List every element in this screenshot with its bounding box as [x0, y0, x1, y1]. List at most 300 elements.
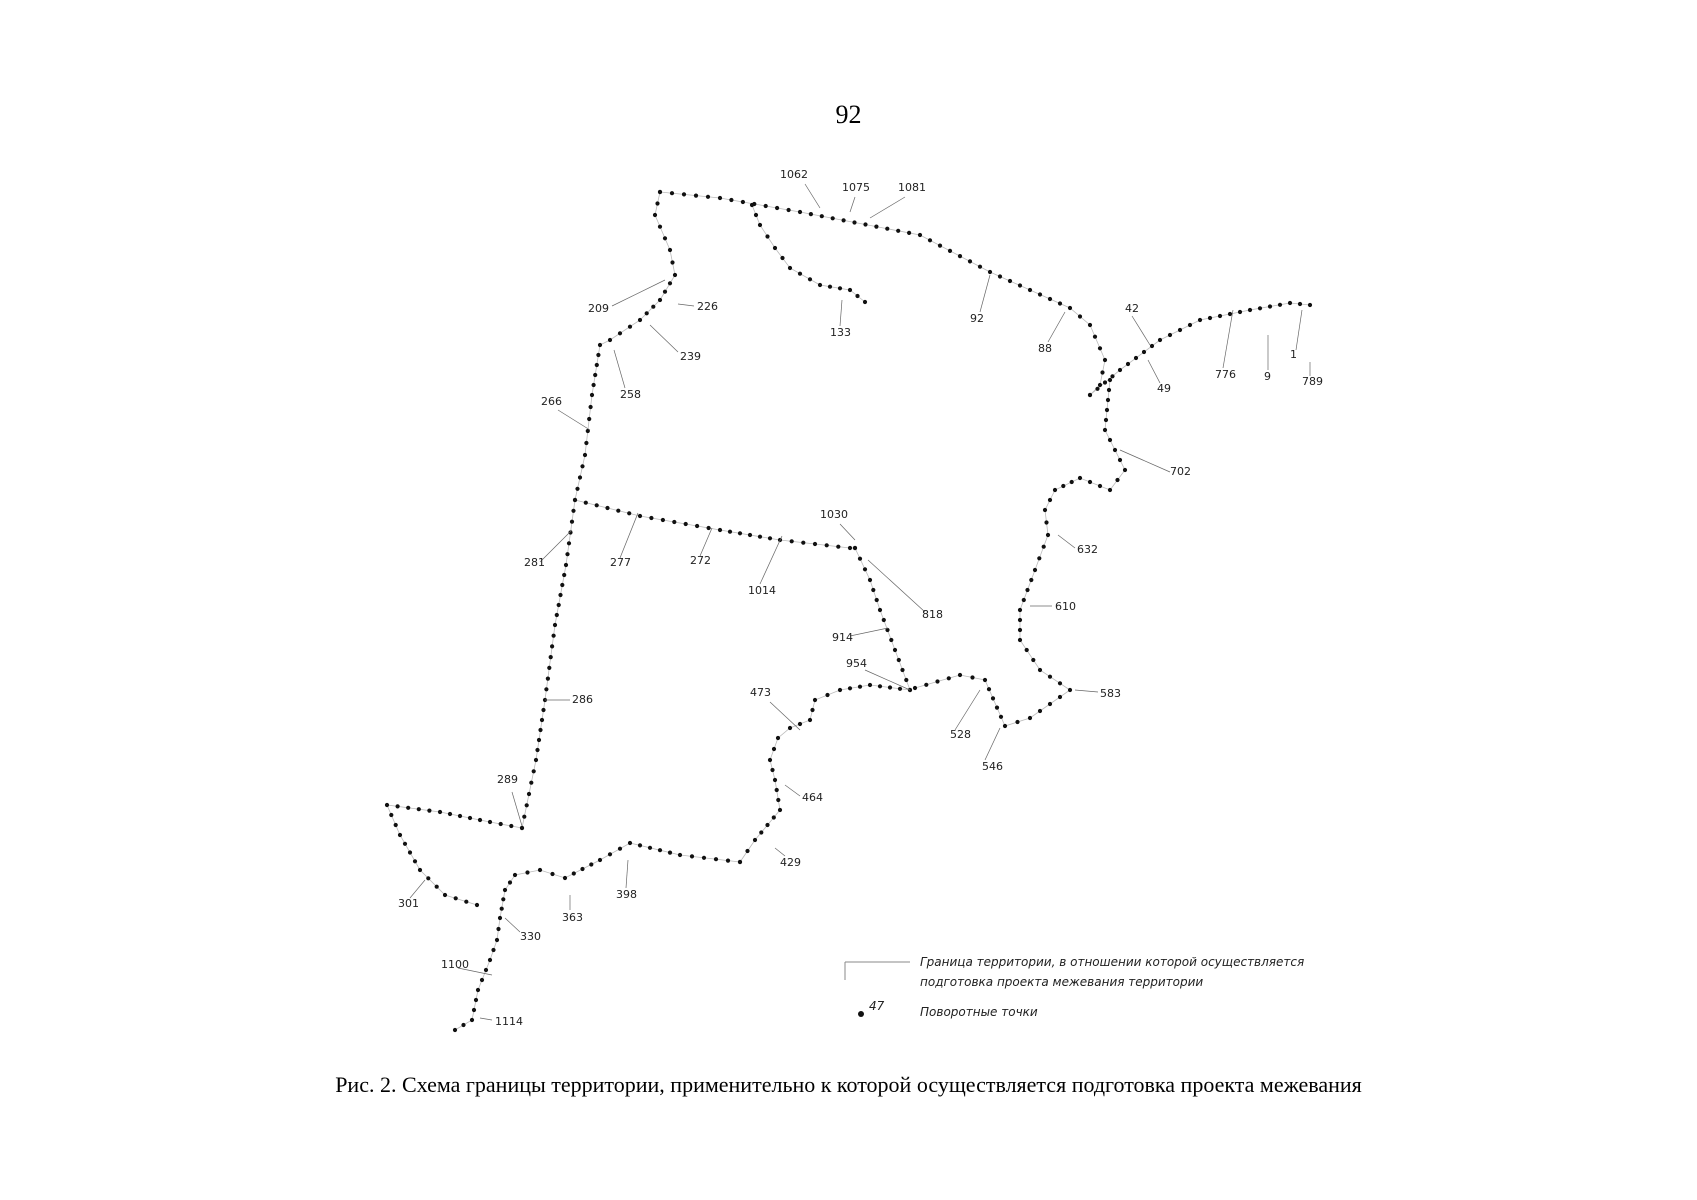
turning-point: [532, 769, 536, 773]
turning-point: [831, 216, 835, 220]
turning-point: [394, 823, 398, 827]
turning-point: [1188, 323, 1192, 327]
turning-point: [1118, 368, 1122, 372]
point-label-239: 239: [680, 350, 701, 363]
turning-point: [778, 808, 782, 812]
turning-point: [938, 244, 942, 248]
turning-point: [580, 867, 584, 871]
turning-point: [1003, 724, 1007, 728]
leader-line: [850, 628, 888, 636]
turning-point: [522, 815, 526, 819]
turning-point: [491, 948, 495, 952]
turning-point: [1048, 675, 1052, 679]
turning-point: [758, 535, 762, 539]
point-label-286: 286: [572, 693, 593, 706]
turning-point: [589, 405, 593, 409]
turning-point: [988, 270, 992, 274]
point-label-49: 49: [1157, 382, 1171, 395]
turning-point: [1033, 568, 1037, 572]
turning-point: [748, 533, 752, 537]
turning-point: [738, 860, 742, 864]
leader-line: [700, 528, 712, 556]
turning-point: [461, 1023, 465, 1027]
point-label-281: 281: [524, 556, 545, 569]
turning-point: [858, 685, 862, 689]
boundary-segment: [455, 843, 740, 1030]
turning-point: [557, 603, 561, 607]
turning-point: [1025, 588, 1029, 592]
turning-point: [1058, 681, 1062, 685]
turning-point: [718, 196, 722, 200]
turning-point: [1278, 303, 1282, 307]
turning-point: [443, 893, 447, 897]
leader-line: [775, 848, 785, 856]
turning-point: [608, 338, 612, 342]
legend: [845, 955, 1304, 1019]
turning-point: [593, 373, 597, 377]
leader-line: [785, 785, 800, 796]
turning-point: [897, 658, 901, 662]
turning-point: [396, 804, 400, 808]
turning-point: [1142, 350, 1146, 354]
legend-turning-points-text: Поворотные точки: [920, 1005, 1038, 1019]
turning-point: [544, 687, 548, 691]
point-label-398: 398: [616, 888, 637, 901]
turning-point: [661, 518, 665, 522]
turning-point: [918, 233, 922, 237]
turning-point: [1103, 380, 1107, 384]
turning-point: [1113, 448, 1117, 452]
boundary-segment: [387, 805, 522, 905]
turning-point: [768, 758, 772, 762]
turning-point: [503, 888, 507, 892]
turning-point: [1308, 303, 1312, 307]
turning-point: [608, 852, 612, 856]
turning-point: [808, 718, 812, 722]
turning-point: [995, 706, 999, 710]
turning-point: [695, 524, 699, 528]
point-label-1062: 1062: [780, 168, 808, 181]
turning-point: [848, 686, 852, 690]
turning-point: [707, 526, 711, 530]
point-label-226: 226: [697, 300, 718, 313]
turning-point: [509, 824, 513, 828]
turning-point: [1103, 428, 1107, 432]
leader-line: [840, 300, 842, 326]
point-label-1114: 1114: [495, 1015, 523, 1028]
leader-line: [626, 860, 628, 888]
turning-point: [1168, 333, 1172, 337]
turning-point: [764, 204, 768, 208]
turning-point: [1103, 358, 1107, 362]
turning-point: [584, 501, 588, 505]
turning-point: [1107, 388, 1111, 392]
turning-point: [476, 988, 480, 992]
turning-point: [575, 487, 579, 491]
leader-line: [868, 560, 925, 612]
turning-point: [991, 696, 995, 700]
turning-point: [418, 868, 422, 872]
boundary-lines: [387, 192, 1310, 1030]
turning-point: [1088, 323, 1092, 327]
turning-point: [820, 214, 824, 218]
turning-point: [768, 536, 772, 540]
turning-point: [1043, 508, 1047, 512]
turning-point: [999, 715, 1003, 719]
label-leader-lines: [410, 184, 1310, 1020]
turning-point: [871, 588, 875, 592]
point-label-266: 266: [541, 395, 562, 408]
leader-line: [760, 536, 782, 584]
point-label-42: 42: [1125, 302, 1139, 315]
leader-line: [512, 792, 522, 826]
turning-point: [571, 509, 575, 513]
turning-point: [663, 236, 667, 240]
turning-point: [882, 618, 886, 622]
turning-point: [1068, 306, 1072, 310]
turning-point: [470, 1018, 474, 1022]
turning-point: [1198, 318, 1202, 322]
turning-point: [813, 698, 817, 702]
turning-point: [1048, 297, 1052, 301]
turning-point: [464, 900, 468, 904]
turning-point: [448, 812, 452, 816]
turning-point: [670, 260, 674, 264]
turning-point: [527, 792, 531, 796]
turning-point: [759, 830, 763, 834]
turning-point: [1018, 618, 1022, 622]
turning-point: [888, 685, 892, 689]
turning-point: [1178, 328, 1182, 332]
boundary-segment: [752, 205, 865, 302]
point-label-1030: 1030: [820, 508, 848, 521]
turning-point: [563, 876, 567, 880]
turning-point: [878, 608, 882, 612]
turning-point: [541, 708, 545, 712]
turning-point: [547, 666, 551, 670]
turning-point: [508, 880, 512, 884]
turning-point: [714, 857, 718, 861]
turning-point: [1058, 301, 1062, 305]
turning-point: [928, 238, 932, 242]
turning-point: [1110, 374, 1114, 378]
turning-point: [584, 441, 588, 445]
point-label-272: 272: [690, 554, 711, 567]
legend-boundary-text-1: Граница территории, в отношении которой осуществляется: [920, 955, 1305, 969]
turning-point: [525, 870, 529, 874]
point-label-464: 464: [802, 791, 823, 804]
turning-point: [1288, 301, 1292, 305]
turning-point: [1053, 488, 1057, 492]
turning-point: [798, 210, 802, 214]
turning-point: [1098, 484, 1102, 488]
turning-point: [537, 738, 541, 742]
boundary-segment: [575, 500, 855, 548]
point-label-277: 277: [610, 556, 631, 569]
turning-point: [1042, 545, 1046, 549]
point-label-209: 209: [588, 302, 609, 315]
turning-point: [398, 833, 402, 837]
turning-point: [853, 546, 857, 550]
turning-point: [474, 998, 478, 1002]
turning-point: [618, 847, 622, 851]
turning-point: [838, 286, 842, 290]
turning-point: [628, 325, 632, 329]
turning-point: [1158, 338, 1162, 342]
turning-point: [589, 862, 593, 866]
turning-point: [535, 748, 539, 752]
turning-point: [1088, 480, 1092, 484]
turning-point: [673, 273, 677, 277]
turning-point: [810, 708, 814, 712]
turning-point: [553, 623, 557, 627]
turning-point: [558, 593, 562, 597]
turning-point: [668, 281, 672, 285]
turning-point: [889, 638, 893, 642]
turning-point: [1068, 688, 1072, 692]
turning-point: [520, 826, 524, 830]
point-label-1014: 1014: [748, 584, 776, 597]
turning-point: [385, 803, 389, 807]
turning-point: [947, 676, 951, 680]
turning-point: [770, 768, 774, 772]
turning-point: [567, 541, 571, 545]
turning-point: [1104, 418, 1108, 422]
turning-point: [848, 288, 852, 292]
legend-point-number: 47: [869, 999, 885, 1013]
turning-point: [658, 225, 662, 229]
turning-point: [408, 850, 412, 854]
turning-point: [893, 648, 897, 652]
turning-point: [875, 598, 879, 602]
turning-point: [788, 266, 792, 270]
turning-point: [655, 201, 659, 205]
turning-point: [540, 718, 544, 722]
turning-point: [1028, 716, 1032, 720]
point-label-583: 583: [1100, 687, 1121, 700]
turning-point: [1018, 283, 1022, 287]
turning-point: [858, 557, 862, 561]
leader-line: [840, 524, 855, 540]
turning-point: [618, 331, 622, 335]
turning-point: [863, 567, 867, 571]
point-label-1: 1: [1290, 348, 1297, 361]
turning-point: [801, 541, 805, 545]
turning-point: [513, 873, 517, 877]
turning-point: [1150, 344, 1154, 348]
turning-point: [924, 683, 928, 687]
turning-point: [598, 858, 602, 862]
leader-line: [620, 513, 638, 558]
point-label-133: 133: [830, 326, 851, 339]
turning-point: [825, 693, 829, 697]
turning-point: [1098, 383, 1102, 387]
point-label-818: 818: [922, 608, 943, 621]
turning-point: [534, 758, 538, 762]
leader-line: [1075, 690, 1098, 692]
point-label-789: 789: [1302, 375, 1323, 388]
turning-point: [1118, 458, 1122, 462]
turning-point: [868, 578, 872, 582]
turning-point: [738, 531, 742, 535]
turning-point: [852, 220, 856, 224]
turning-point: [1022, 598, 1026, 602]
turning-point: [753, 838, 757, 842]
turning-point: [426, 876, 430, 880]
point-label-258: 258: [620, 388, 641, 401]
turning-point: [1029, 578, 1033, 582]
turning-point: [690, 854, 694, 858]
point-label-9: 9: [1264, 370, 1271, 383]
legend-boundary-text-2: подготовка проекта межевания территории: [920, 975, 1204, 989]
point-label-1075: 1075: [842, 181, 870, 194]
turning-point: [718, 528, 722, 532]
turning-point: [754, 213, 758, 217]
turning-point: [550, 872, 554, 876]
turning-point: [907, 231, 911, 235]
turning-point: [628, 841, 632, 845]
turning-point: [1268, 304, 1272, 308]
turning-point: [538, 868, 542, 872]
turning-point: [1218, 314, 1222, 318]
turning-point: [549, 655, 553, 659]
legend-turning-point-icon: [858, 1011, 864, 1017]
turning-point: [480, 978, 484, 982]
turning-point: [1078, 314, 1082, 318]
turning-point: [863, 222, 867, 226]
turning-point: [1208, 316, 1212, 320]
turning-point: [1088, 393, 1092, 397]
point-label-914: 914: [832, 631, 853, 644]
turning-point: [706, 195, 710, 199]
turning-point: [896, 229, 900, 233]
point-label-289: 289: [497, 773, 518, 786]
boundary-segment: [740, 685, 910, 862]
turning-point: [1095, 387, 1099, 391]
turning-point: [649, 516, 653, 520]
turning-point: [653, 213, 657, 217]
turning-point: [1008, 279, 1012, 283]
turning-point: [702, 856, 706, 860]
turning-point: [818, 283, 822, 287]
turning-point: [403, 842, 407, 846]
turning-point: [900, 668, 904, 672]
turning-point: [678, 853, 682, 857]
boundary-segment: [1090, 303, 1310, 395]
leader-line: [985, 728, 1000, 760]
turning-point: [595, 363, 599, 367]
turning-point: [1048, 702, 1052, 706]
turning-point: [780, 256, 784, 260]
turning-point: [1037, 556, 1041, 560]
turning-point: [645, 311, 649, 315]
turning-point: [1105, 408, 1109, 412]
turning-point: [1031, 658, 1035, 662]
turning-point: [836, 545, 840, 549]
turning-point: [842, 218, 846, 222]
leader-line: [612, 280, 665, 306]
turning-point: [838, 688, 842, 692]
turning-point: [478, 818, 482, 822]
turning-point: [684, 522, 688, 526]
turning-point: [1046, 533, 1050, 537]
turning-point: [658, 190, 662, 194]
turning-point: [863, 300, 867, 304]
turning-point: [1126, 362, 1130, 366]
leader-line: [410, 880, 425, 898]
turning-point: [813, 542, 817, 546]
turning-point: [590, 393, 594, 397]
point-label-546: 546: [982, 760, 1003, 773]
turning-point: [638, 514, 642, 518]
turning-point: [913, 686, 917, 690]
point-label-1100: 1100: [441, 958, 469, 971]
turning-point: [417, 807, 421, 811]
turning-point: [745, 849, 749, 853]
turning-point: [773, 246, 777, 250]
boundary-segment: [522, 192, 675, 828]
turning-point: [583, 453, 587, 457]
turning-point: [898, 687, 902, 691]
turning-point: [638, 843, 642, 847]
point-label-473: 473: [750, 686, 771, 699]
turning-point: [605, 506, 609, 510]
leader-line: [505, 918, 520, 932]
turning-point: [550, 644, 554, 648]
turning-point: [868, 683, 872, 687]
turning-point: [694, 194, 698, 198]
turning-point: [1058, 695, 1062, 699]
turning-point: [1108, 488, 1112, 492]
turning-point: [970, 675, 974, 679]
turning-point: [1070, 480, 1074, 484]
turning-point: [458, 814, 462, 818]
turning-point: [750, 203, 754, 207]
turning-point: [651, 305, 655, 309]
turning-point: [775, 206, 779, 210]
leader-line: [614, 350, 625, 388]
turning-point: [578, 475, 582, 479]
turning-point: [495, 938, 499, 942]
point-label-92: 92: [970, 312, 984, 325]
turning-point: [773, 778, 777, 782]
turning-point: [772, 747, 776, 751]
leader-line: [1120, 450, 1170, 472]
turning-point: [627, 511, 631, 515]
turning-point: [1015, 720, 1019, 724]
turning-point: [668, 248, 672, 252]
turning-point: [948, 249, 952, 253]
turning-point: [616, 509, 620, 513]
turning-point: [488, 958, 492, 962]
turning-point: [1038, 668, 1042, 672]
leader-line: [1132, 316, 1150, 345]
leader-line: [955, 690, 980, 730]
leader-line: [1296, 310, 1302, 350]
turning-point: [572, 871, 576, 875]
leader-line: [1148, 360, 1160, 383]
turning-point: [825, 543, 829, 547]
turning-point: [885, 227, 889, 231]
turning-point: [1098, 346, 1102, 350]
turning-point: [1018, 608, 1022, 612]
turning-point: [498, 916, 502, 920]
turning-point: [453, 1028, 457, 1032]
turning-point: [389, 813, 393, 817]
turning-point: [672, 520, 676, 524]
turning-point: [776, 736, 780, 740]
turning-point: [758, 223, 762, 227]
